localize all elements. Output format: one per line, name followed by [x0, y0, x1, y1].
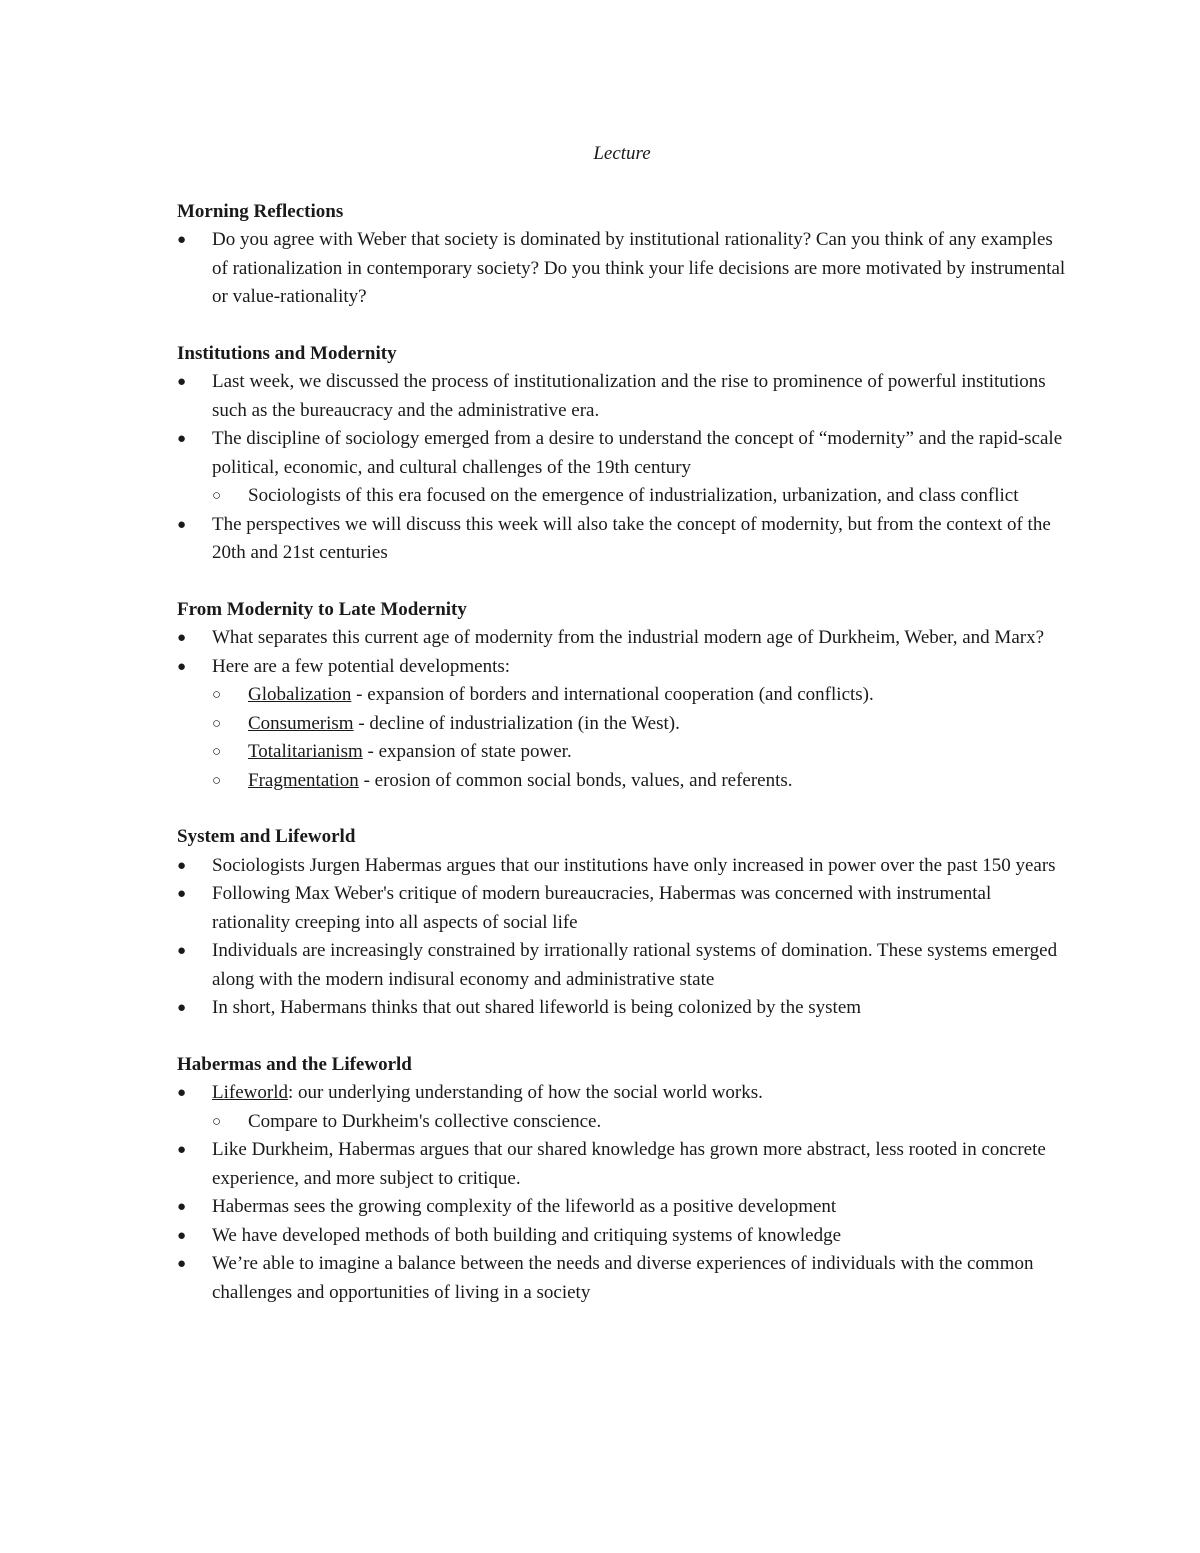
hollow-bullet-icon: ○ [212, 744, 222, 760]
bullet-list [177, 226, 1067, 312]
filled-bullet-icon: ● [177, 658, 187, 675]
document-body [177, 140, 1067, 1335]
list-item [177, 1193, 1067, 1222]
filled-bullet-icon: ● [177, 232, 187, 248]
list-item-text: We’re able to imagine a balance between the needs and diverse experiences of individuals with the common challenges and opportunities of living in a society [212, 1253, 1034, 1303]
list-item-text: Last week, we discussed the process of institutionalization and the rise to prominence of powerful institutions such as the bureaucracy and the administrative era. [212, 371, 1046, 421]
sub-list-item-text: - expansion of borders and international cooperation (and conflicts). [351, 684, 874, 705]
section-heading: System and Lifeworld [177, 826, 356, 847]
list-item-text: Like Durkheim, Habermas argues that our shared knowledge has grown more abstract, less rooted in concrete experience, and more subject to critique. [212, 1139, 1046, 1189]
section [177, 596, 1067, 796]
list-item-text: : our underlying understanding of how the social world works. [287, 1082, 763, 1103]
filled-bullet-icon: ● [177, 943, 187, 959]
sub-bullet-list [212, 1108, 1067, 1137]
filled-bullet-icon: ● [177, 1142, 187, 1158]
sections-container [177, 198, 1067, 1308]
sub-list-item [177, 767, 1067, 796]
key-term: Globalization [248, 684, 352, 705]
list-item [177, 880, 1067, 937]
sub-list-item [177, 482, 1067, 511]
bullet-list [177, 624, 1067, 795]
sub-list-item-text: - decline of industrialization (in the West). [353, 712, 680, 734]
hollow-bullet-icon: ○ [212, 488, 222, 504]
sub-list-item [177, 1108, 1067, 1137]
list-item [177, 852, 1067, 881]
section-heading: Habermas and the Lifeworld [177, 1053, 412, 1075]
hollow-bullet-icon: ○ [212, 772, 222, 789]
bullet-list [177, 1079, 1067, 1307]
key-term: Consumerism [248, 712, 354, 734]
filled-bullet-icon: ● [177, 1085, 187, 1101]
list-item-text: We have developed methods of both building and critiquing systems of knowledge [212, 1224, 842, 1246]
sub-list-item-text: Compare to Durkheim's collective conscience. [248, 1110, 602, 1132]
sub-list-item-text: - expansion of state power. [362, 741, 572, 762]
filled-bullet-icon: ● [177, 886, 187, 902]
bullet-list [177, 852, 1067, 1023]
sub-bullet-list [212, 681, 1067, 795]
key-term: Totalitarianism [248, 741, 363, 762]
section [177, 1051, 1067, 1308]
sub-list-item [177, 710, 1067, 739]
list-item-text: Here are a few potential developments: [212, 655, 511, 677]
filled-bullet-icon: ● [177, 857, 187, 874]
key-term: Lifeworld [212, 1082, 288, 1103]
sub-bullet-list [212, 482, 1067, 511]
list-item [177, 1250, 1067, 1307]
filled-bullet-icon: ● [177, 374, 187, 390]
list-item [177, 624, 1067, 653]
section-heading: From Modernity to Late Modernity [177, 598, 467, 620]
filled-bullet-icon: ● [177, 431, 187, 447]
hollow-bullet-icon: ○ [212, 715, 222, 732]
list-item [177, 994, 1067, 1023]
sub-list-item-text: - erosion of common social bonds, values, and referents. [358, 769, 793, 791]
section [177, 340, 1067, 568]
list-item [177, 1079, 1067, 1136]
filled-bullet-icon: ● [177, 1000, 187, 1016]
filled-bullet-icon: ● [177, 516, 187, 533]
hollow-bullet-icon: ○ [212, 687, 222, 703]
list-item-text: Habermas sees the growing complexity of the lifeworld as a positive development [212, 1196, 837, 1217]
section-heading: Institutions and Modernity [177, 342, 397, 364]
list-item [177, 1222, 1067, 1251]
list-item [177, 368, 1067, 425]
bullet-list [177, 368, 1067, 568]
list-item [177, 937, 1067, 994]
sub-list-item [177, 738, 1067, 767]
list-item [177, 425, 1067, 511]
filled-bullet-icon: ● [177, 630, 187, 646]
filled-bullet-icon: ● [177, 1199, 187, 1215]
list-item-text: Sociologists Jurgen Habermas argues that our institutions have only increased in power over the past 150 years [212, 854, 1056, 876]
section [177, 198, 1067, 312]
sub-list-item [177, 681, 1067, 710]
document-title: Lecture [593, 143, 651, 164]
list-item-text: Do you agree with Weber that society is dominated by institutional rationality? Can you think of any examples of rationalization in contemporary society? Do you think your life decisions are more motivated by instrumental or value-rationality? [212, 229, 1066, 307]
list-item [177, 511, 1067, 568]
list-item-text: Individuals are increasingly constrained by irrationally rational systems of domination. These systems emerged along with the modern indisural economy and administrative state [212, 940, 1058, 990]
list-item [177, 653, 1067, 796]
list-item-text: In short, Habermans thinks that out shared lifeworld is being colonized by the system [212, 997, 862, 1018]
list-item [177, 226, 1067, 312]
section-heading: Morning Reflections [177, 200, 344, 222]
key-term: Fragmentation [248, 769, 359, 791]
sub-list-item-text: Sociologists of this era focused on the emergence of industrialization, urbanization, and class conflict [248, 485, 1019, 506]
list-item-text: The perspectives we will discuss this week will also take the concept of modernity, but from the context of the 20th and 21st centuries [212, 513, 1051, 563]
list-item-text: The discipline of sociology emerged from a desire to understand the concept of “modernity” and the rapid-scale political, economic, and cultural challenges of the 19th century [212, 428, 1063, 478]
filled-bullet-icon: ● [177, 1256, 187, 1272]
list-item [177, 1136, 1067, 1193]
filled-bullet-icon: ● [177, 1227, 187, 1244]
list-item-text: What separates this current age of modernity from the industrial modern age of Durkheim, Weber, and Marx? [212, 627, 1045, 648]
list-item-text: Following Max Weber's critique of modern bureaucracies, Habermas was concerned with instrumental rationality creeping into all aspects of social life [212, 883, 992, 933]
section [177, 823, 1067, 1023]
hollow-bullet-icon: ○ [212, 1113, 222, 1130]
